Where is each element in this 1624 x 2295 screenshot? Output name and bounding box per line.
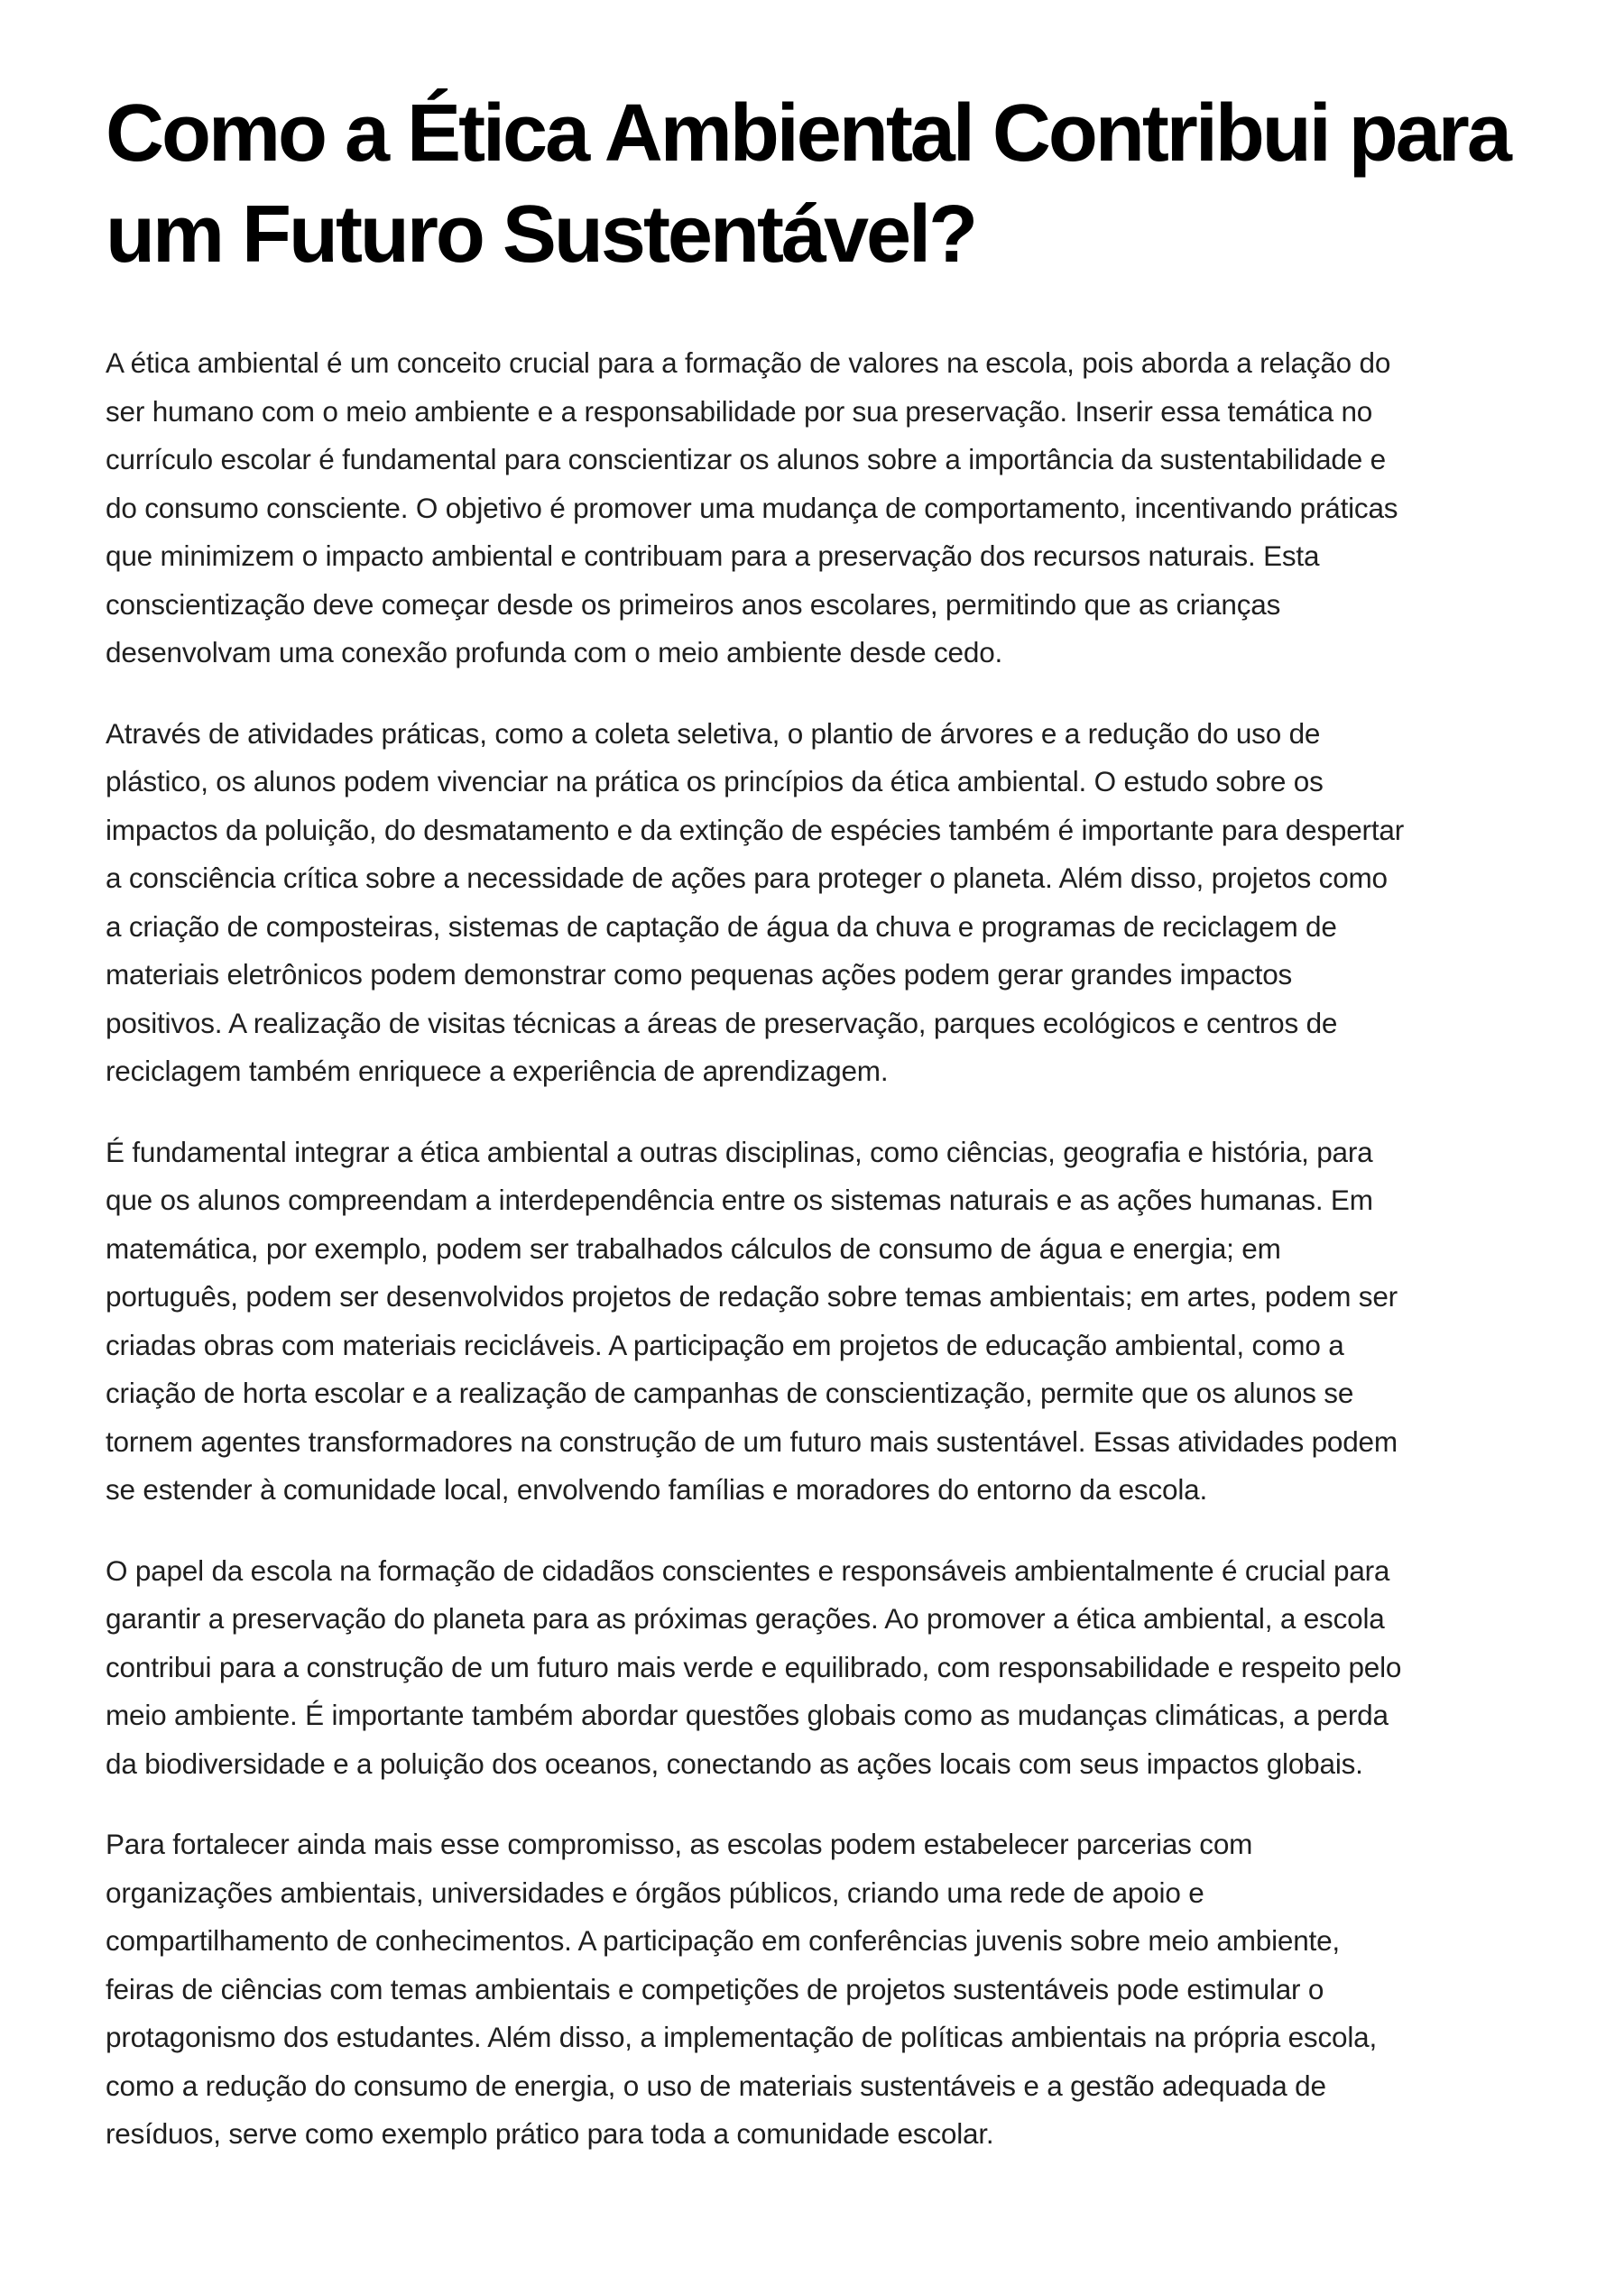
text-line: O papel da escola na formação de cidadãos conscientes e responsáveis ambientalmente é crucial para [106,1553,1390,1587]
text-line: organizações ambientais, universidades e órgãos públicos, criando uma rede de apoio e [106,1876,1204,1909]
text-line: se estender à comunidade local, envolvendo famílias e moradores do entorno da escola. [106,1473,1208,1506]
text-line: A ética ambiental é um conceito crucial para a formação de valores na escola, pois aborda a relação do [106,346,1391,379]
paragraph-1 [106,339,1527,677]
text-line: a consciência crítica sobre a necessidade de ações para proteger o planeta. Além disso, projetos como [106,862,1388,894]
text-line: positivos. A realização de visitas técnicas a áreas de preservação, parques ecológicos e centros de [106,1006,1338,1039]
paragraph-3 [106,1129,1527,1515]
text-line: tornem agentes transformadores na construção de um futuro mais sustentável. Essas atividades podem [106,1424,1398,1458]
page-title [106,83,1527,285]
text-line: plástico, os alunos podem vivenciar na prática os princípios da ética ambiental. O estudo sobre os [106,765,1324,797]
text-line: materiais eletrônicos podem demonstrar como pequenas ações podem gerar grandes impactos [106,958,1293,991]
text-line: como a redução do consumo de energia, o uso de materiais sustentáveis e a gestão adequada de [106,2069,1326,2102]
title-line: um Futuro Sustentável? [106,189,976,280]
text-line: É fundamental integrar a ética ambiental a outras disciplinas, como ciências, geografia e história, para [106,1135,1373,1168]
text-line: criação de horta escolar e a realização de campanhas de conscientização, permite que os alunos se [106,1377,1354,1409]
text-line: meio ambiente. É importante também abordar questões globais como as mudanças climáticas, a perda [106,1699,1389,1731]
text-line: português, podem ser desenvolvidos projetos de redação sobre temas ambientais; em artes, podem ser [106,1280,1398,1313]
text-line: da biodiversidade e a poluição dos oceanos, conectando as ações locais com seus impactos globais. [106,1747,1363,1780]
text-line: currículo escolar é fundamental para conscientizar os alunos sobre a importância da sustentabilidade e [106,443,1386,475]
text-line: a criação de composteiras, sistemas de captação de água da chuva e programas de reciclagem de [106,909,1337,943]
text-line: Através de atividades práticas, como a coleta seletiva, o plantio de árvores e a redução do uso de [106,716,1321,750]
text-line: reciclagem também enriquece a experiência de aprendizagem. [106,1055,889,1087]
paragraph-4 [106,1547,1527,1789]
text-line: compartilhamento de conhecimentos. A participação em conferências juvenis sobre meio ambiente, [106,1924,1340,1957]
text-line: que os alunos compreendam a interdependência entre os sistemas naturais e as ações humanas. Em [106,1184,1373,1216]
paragraph-2 [106,710,1527,1096]
text-line: protagonismo dos estudantes. Além disso, a implementação de políticas ambientais na própria escola, [106,2021,1378,2053]
document-body [106,339,1527,2159]
text-line: feiras de ciências com temas ambientais e competições de projetos sustentáveis pode estimular o [106,1972,1324,2005]
text-line: ser humano com o meio ambiente e a responsabilidade por sua preservação. Inserir essa temática no [106,394,1373,428]
text-line: resíduos, serve como exemplo prático para toda a comunidade escolar. [106,2117,994,2150]
paragraph-5 [106,1820,1527,2159]
text-line: garantir a preservação do planeta para as próximas gerações. Ao promover a ética ambiental, a escola [106,1602,1385,1635]
text-line: criadas obras com materiais recicláveis. A participação em projetos de educação ambiental, como a [106,1328,1344,1361]
text-line: conscientização deve começar desde os primeiros anos escolares, permitindo que as crianças [106,587,1281,621]
text-line: matemática, por exemplo, podem ser trabalhados cálculos de consumo de água e energia; em [106,1231,1281,1265]
text-line: Para fortalecer ainda mais esse compromisso, as escolas podem estabelecer parcerias com [106,1828,1253,1860]
text-line: contribui para a construção de um futuro mais verde e equilibrado, com responsabilidade e respeito pelo [106,1650,1402,1683]
text-line: impactos da poluição, do desmatamento e da extinção de espécies também é importante para despertar [106,813,1404,846]
text-line: que minimizem o impacto ambiental e contribuam para a preservação dos recursos naturais. Esta [106,539,1320,572]
text-line: do consumo consciente. O objetivo é promover uma mudança de comportamento, incentivando práticas [106,491,1398,524]
title-line: Como a Ética Ambiental Contribui para [106,88,1509,179]
text-line: desenvolvam uma conexão profunda com o meio ambiente desde cedo. [106,636,1003,668]
